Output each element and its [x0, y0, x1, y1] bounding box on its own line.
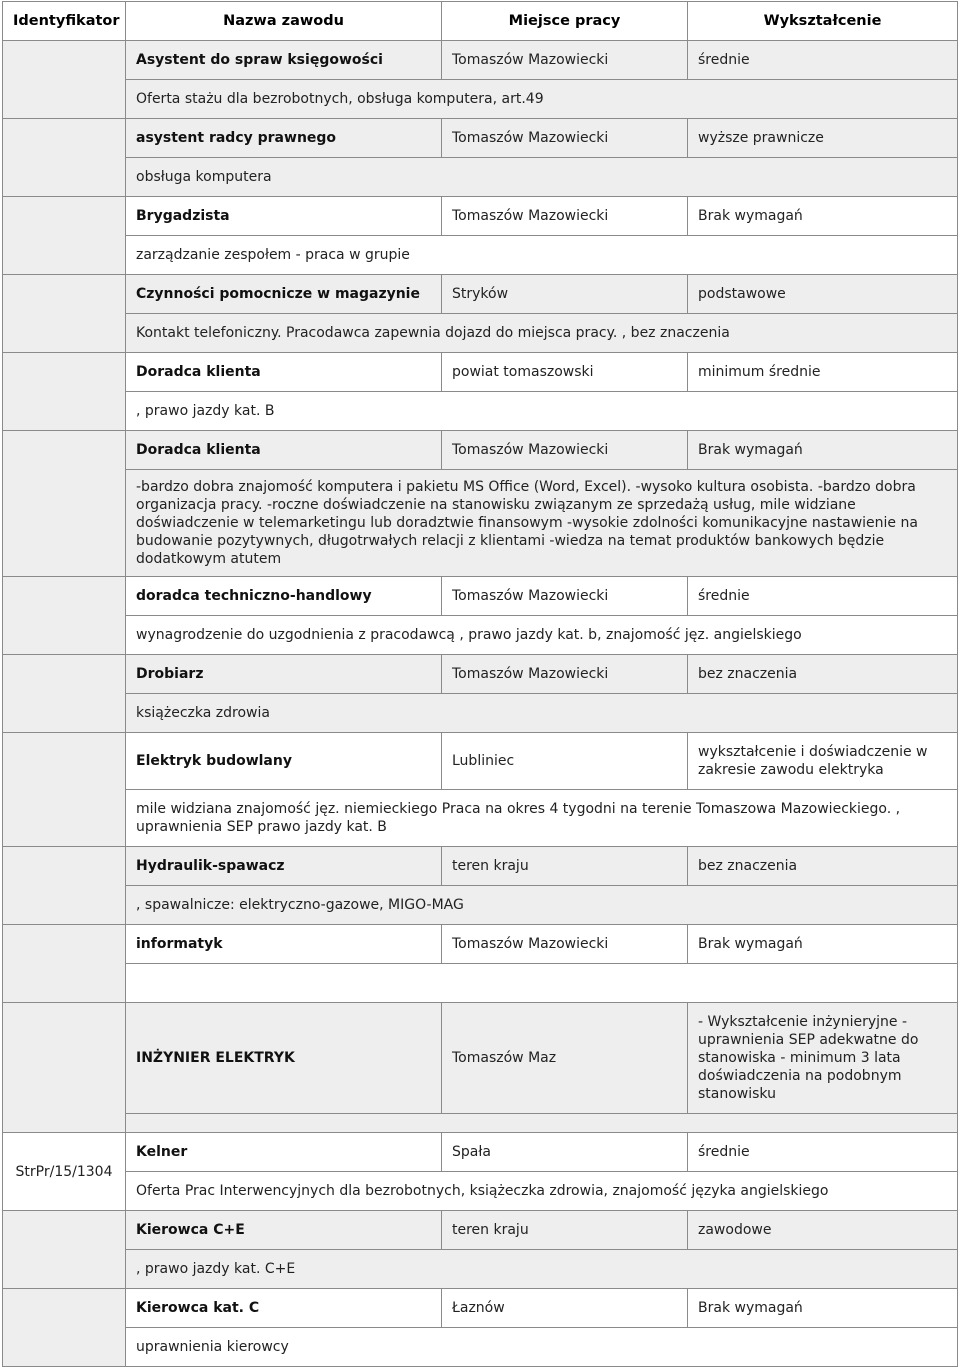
job-id: [3, 1289, 126, 1367]
job-name: Kierowca C+E: [126, 1211, 442, 1250]
job-id: [3, 41, 126, 119]
job-row: [3, 275, 958, 314]
job-row: [3, 1289, 958, 1328]
job-description: wynagrodzenie do uzgodnienia z pracodawcą , prawo jazdy kat. b, znajomość jęz. angielskiego: [126, 616, 958, 655]
job-description-row: [3, 694, 958, 733]
job-place: Tomaszów Maz: [442, 1003, 688, 1114]
job-description-row: [3, 158, 958, 197]
job-name: Elektryk budowlany: [126, 733, 442, 790]
job-place: Tomaszów Mazowiecki: [442, 41, 688, 80]
job-education: średnie: [688, 577, 958, 616]
job-description: , spawalnicze: elektryczno-gazowe, MIGO-MAG: [126, 886, 958, 925]
job-description: obsługa komputera: [126, 158, 958, 197]
job-place: Tomaszów Mazowiecki: [442, 577, 688, 616]
job-education: Brak wymagań: [688, 925, 958, 964]
job-description: , prawo jazdy kat. B: [126, 392, 958, 431]
job-education: średnie: [688, 41, 958, 80]
job-place: Lubliniec: [442, 733, 688, 790]
job-description-row: [3, 1328, 958, 1367]
job-description: Oferta Prac Interwencyjnych dla bezrobotnych, książeczka zdrowia, znajomość języka angielskiego: [126, 1172, 958, 1211]
job-education: minimum średnie: [688, 353, 958, 392]
job-name: Doradca klienta: [126, 431, 442, 470]
job-row: [3, 353, 958, 392]
job-place: Łaznów: [442, 1289, 688, 1328]
job-description: [126, 1114, 958, 1133]
job-id: StrPr/15/1304: [3, 1133, 126, 1211]
job-description-row: [3, 1114, 958, 1133]
job-id: [3, 577, 126, 655]
job-place: teren kraju: [442, 847, 688, 886]
job-name: Brygadzista: [126, 197, 442, 236]
job-row: [3, 1003, 958, 1114]
job-description-row: [3, 886, 958, 925]
job-description-row: [3, 392, 958, 431]
job-place: Tomaszów Mazowiecki: [442, 431, 688, 470]
job-place: Tomaszów Mazowiecki: [442, 925, 688, 964]
job-row: [3, 847, 958, 886]
job-description-row: [3, 616, 958, 655]
header-place: Miejsce pracy: [442, 2, 688, 41]
job-description: książeczka zdrowia: [126, 694, 958, 733]
job-name: Kelner: [126, 1133, 442, 1172]
header-education: Wykształcenie: [688, 2, 958, 41]
job-place: Spała: [442, 1133, 688, 1172]
job-description: uprawnienia kierowcy: [126, 1328, 958, 1367]
job-place: Tomaszów Mazowiecki: [442, 119, 688, 158]
job-place: powiat tomaszowski: [442, 353, 688, 392]
job-description: mile widziana znajomość jęz. niemieckiego Praca na okres 4 tygodni na terenie Tomaszowa Mazowieckiego. , uprawnienia SEP prawo jazdy kat. B: [126, 790, 958, 847]
job-id: [3, 119, 126, 197]
header-row: [3, 2, 958, 41]
job-row: [3, 1211, 958, 1250]
job-name: Czynności pomocnicze w magazynie: [126, 275, 442, 314]
job-description-row: [3, 1172, 958, 1211]
job-id: [3, 1003, 126, 1133]
job-description-row: [3, 790, 958, 847]
job-education: wyższe prawnicze: [688, 119, 958, 158]
job-name: Doradca klienta: [126, 353, 442, 392]
job-row: [3, 577, 958, 616]
job-description: Kontakt telefoniczny. Pracodawca zapewnia dojazd do miejsca pracy. , bez znaczenia: [126, 314, 958, 353]
job-id: [3, 733, 126, 847]
header-id: Identyfikator: [3, 2, 126, 41]
job-name: Hydraulik-spawacz: [126, 847, 442, 886]
job-place: Tomaszów Mazowiecki: [442, 655, 688, 694]
job-id: [3, 431, 126, 577]
job-name: Asystent do spraw księgowości: [126, 41, 442, 80]
job-education: Brak wymagań: [688, 431, 958, 470]
job-education: Brak wymagań: [688, 197, 958, 236]
job-education: bez znaczenia: [688, 655, 958, 694]
job-place: Tomaszów Mazowiecki: [442, 197, 688, 236]
job-description: -bardzo dobra znajomość komputera i pakietu MS Office (Word, Excel). -wysoko kultura osobista. -bardzo dobra organizacja pracy. -roczne doświadczenie na stanowisku związanym ze sprzedażą usług, mile widziane doświadczenie w telemarketingu lub doradztwie finansowym -wysokie zdolności komunikacyjne nastawienie na budowanie pozytywnych, długotrwałych relacji z klientami -wiedza na temat produktów bankowych będzie dodatkowym atutem: [126, 470, 958, 577]
job-education: wykształcenie i doświadczenie w zakresie zawodu elektryka: [688, 733, 958, 790]
header-name: Nazwa zawodu: [126, 2, 442, 41]
job-name: asystent radcy prawnego: [126, 119, 442, 158]
job-offers-table: [2, 1, 958, 1367]
job-name: doradca techniczno-handlowy: [126, 577, 442, 616]
job-id: [3, 197, 126, 275]
job-education: zawodowe: [688, 1211, 958, 1250]
job-place: Stryków: [442, 275, 688, 314]
job-description: , prawo jazdy kat. C+E: [126, 1250, 958, 1289]
job-education: Brak wymagań: [688, 1289, 958, 1328]
job-id: [3, 655, 126, 733]
job-education: średnie: [688, 1133, 958, 1172]
job-description: [126, 964, 958, 1003]
job-id: [3, 847, 126, 925]
job-row: [3, 197, 958, 236]
job-name: Kierowca kat. C: [126, 1289, 442, 1328]
job-description: Oferta stażu dla bezrobotnych, obsługa komputera, art.49: [126, 80, 958, 119]
job-row: [3, 41, 958, 80]
job-name: INŻYNIER ELEKTRYK: [126, 1003, 442, 1114]
job-row: [3, 431, 958, 470]
job-description-row: [3, 470, 958, 577]
job-place: teren kraju: [442, 1211, 688, 1250]
job-education: podstawowe: [688, 275, 958, 314]
job-description-row: [3, 1250, 958, 1289]
job-row: [3, 655, 958, 694]
job-id: [3, 1211, 126, 1289]
job-description-row: [3, 314, 958, 353]
job-description-row: [3, 80, 958, 119]
job-id: [3, 275, 126, 353]
job-id: [3, 353, 126, 431]
job-row: [3, 1133, 958, 1172]
job-row: [3, 119, 958, 158]
job-education: - Wykształcenie inżynieryjne - uprawnienia SEP adekwatne do stanowiska - minimum 3 lata doświadczenia na podobnym stanowisku: [688, 1003, 958, 1114]
job-description-row: [3, 964, 958, 1003]
job-name: Drobiarz: [126, 655, 442, 694]
job-id: [3, 925, 126, 1003]
job-row: [3, 925, 958, 964]
job-name: informatyk: [126, 925, 442, 964]
job-education: bez znaczenia: [688, 847, 958, 886]
job-description-row: [3, 236, 958, 275]
job-description: zarządzanie zespołem - praca w grupie: [126, 236, 958, 275]
job-row: [3, 733, 958, 790]
